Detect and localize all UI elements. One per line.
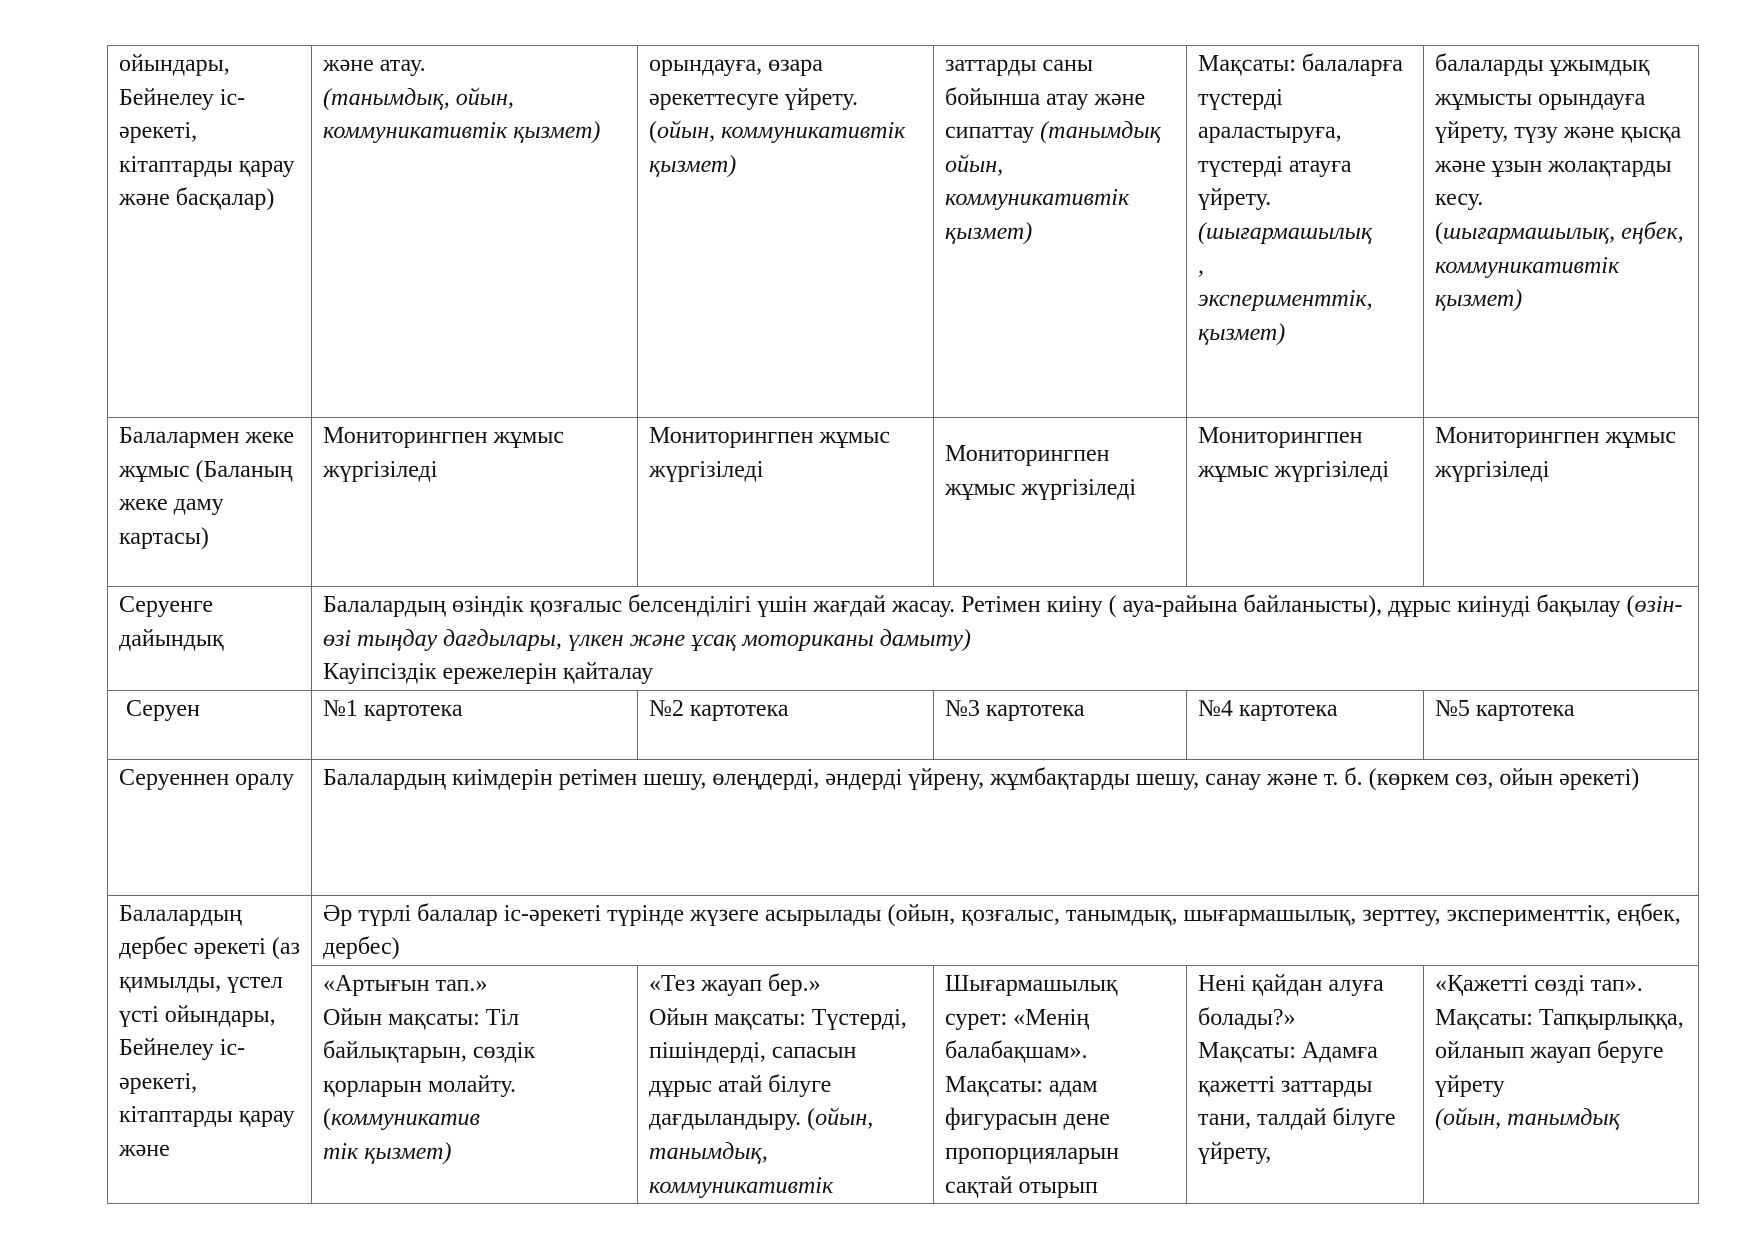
row-label: Серуен (108, 690, 312, 759)
table-cell: Мониторингпен жұмыс жүргізіледі (1424, 418, 1699, 587)
cell-italic: (шығармашылық , эксперименттік, қызмет) (1198, 218, 1373, 346)
table-cell (312, 965, 638, 1203)
table-cell: Мониторингпен жұмыс жүргізіледі (1187, 418, 1424, 587)
cell-text: Кауіпсіздік ережелерін қайталау (323, 659, 654, 686)
table-cell (1424, 965, 1699, 1203)
cell-text: заттарды саны бойынша атау және сипаттау (945, 51, 1146, 145)
table-cell (638, 46, 934, 418)
row-label: Балалардың дербес әрекеті (аз қимылды, үстел үсті ойындары, Бейнелеу іс-әрекеті, кітаптарды қарау және (108, 895, 312, 1203)
row-label: Серуенге дайындық (108, 587, 312, 691)
table-cell: Мониторингпен жұмыс жүргізіледі (934, 418, 1187, 587)
cell-italic: (танымдық, ойын, коммуникативтік қызмет) (323, 84, 601, 145)
table-row (108, 690, 1699, 759)
cell-italic: ойын, коммуникативтік қызмет) (649, 118, 906, 178)
table-cell: Әр түрлі балалар іс-әрекеті түрінде жүзеге асырылады (ойын, қозғалыс, танымдық, шығармашылық, зерттеу, эксперименттік, еңбек, дербес) (312, 895, 1699, 965)
table-cell: Мониторингпен жұмыс жүргізіледі (638, 418, 934, 587)
table-cell (312, 46, 638, 418)
table-cell: №1 картотека (312, 690, 638, 759)
cell-text: «Қажетті сөзді тап». Мақсаты: Тапқырлыққа, ойланып жауап беруге үйрету (1435, 970, 1684, 1098)
table-row (108, 587, 1699, 691)
cell-text: Шығармашылық сурет: «Менің балабақшам». Мақсаты: адам фигурасын дене пропорцияларын сақтай отырып (945, 970, 1120, 1199)
table-cell (1187, 46, 1424, 418)
table-cell (1424, 46, 1699, 418)
row-label: Балалармен жеке жұмыс (Баланың жеке даму картасы) (108, 418, 312, 587)
table-cell (312, 587, 1699, 691)
cell-text: және атау. (323, 51, 426, 77)
cell-text: «Тез жауап бер.» Ойын мақсаты: Түстерді, пішіндерді, сапасын дұрыс атай білуге дағдыландыру. ( (649, 970, 907, 1132)
table-row (108, 46, 1699, 418)
table-cell: Балалардың киімдерін ретімен шешу, өлеңдерді, әндерді үйрену, жұмбақтарды шешу, санау және т. б. (көркем сөз, ойын әрекеті) (312, 759, 1699, 895)
table-row (108, 965, 1699, 1203)
row-label: Серуеннен оралу (108, 759, 312, 895)
table-cell (934, 965, 1187, 1203)
row-label: ойындары, Бейнелеу іс-әрекеті, кітаптарды қарау және басқалар) (108, 46, 312, 418)
cell-text: «Артығын тап.» Ойын мақсаты: Тіл байлықтарын, сөздік қорларын молайту. ( (323, 970, 536, 1132)
schedule-table (107, 45, 1699, 1204)
cell-italic: коммуникатив тік қызмет) (323, 1105, 480, 1165)
cell-text: Нені қайдан алуға болады?» Мақсаты: Адамға қажетті заттарды тани, талдай білуге үйрету, (1198, 970, 1396, 1165)
table-cell (934, 46, 1187, 418)
table-cell (1187, 965, 1424, 1203)
table-cell: №2 картотека (638, 690, 934, 759)
cell-text: Мақсаты: балаларға түстерді араластыруға, түстерді атауға үйрету. (1198, 51, 1403, 212)
table-row (108, 418, 1699, 587)
cell-italic: (ойын, танымдық (1435, 1105, 1620, 1132)
table-cell: №3 картотека (934, 690, 1187, 759)
cell-paren: ( (1435, 218, 1443, 245)
cell-text: Балалардың өзіндік қозғалыс белсенділігі үшін жағдай жасау. Ретімен киіну ( ауа-райына байланысты), дұрыс киінуді бақылау ( (323, 592, 1635, 618)
table-row (108, 759, 1699, 895)
cell-italic: ойын, танымдық, коммуникативтік (649, 1105, 874, 1199)
table-cell: Мониторингпен жұмыс жүргізіледі (312, 418, 638, 587)
cell-italic: өзін-өзі тыңдау дағдылары, үлкен және ұсақ моториканы дамыту) (323, 592, 1683, 652)
cell-text: балаларды ұжымдық жұмысты орындауға үйрету, түзу және қысқа және ұзын жолақтарды кесу. (1435, 51, 1682, 212)
cell-text: орындауға, өзара әрекеттесуге үйрету. ( (649, 51, 859, 145)
table-cell: №5 картотека (1424, 690, 1699, 759)
cell-italic: шығармашылық, еңбек, коммуникативтік қызмет) (1435, 218, 1684, 313)
cell-italic: (танымдық ойын, коммуникативтік қызмет) (945, 118, 1161, 245)
table-cell: №4 картотека (1187, 690, 1424, 759)
table-row (108, 895, 1699, 965)
table-cell (638, 965, 934, 1203)
